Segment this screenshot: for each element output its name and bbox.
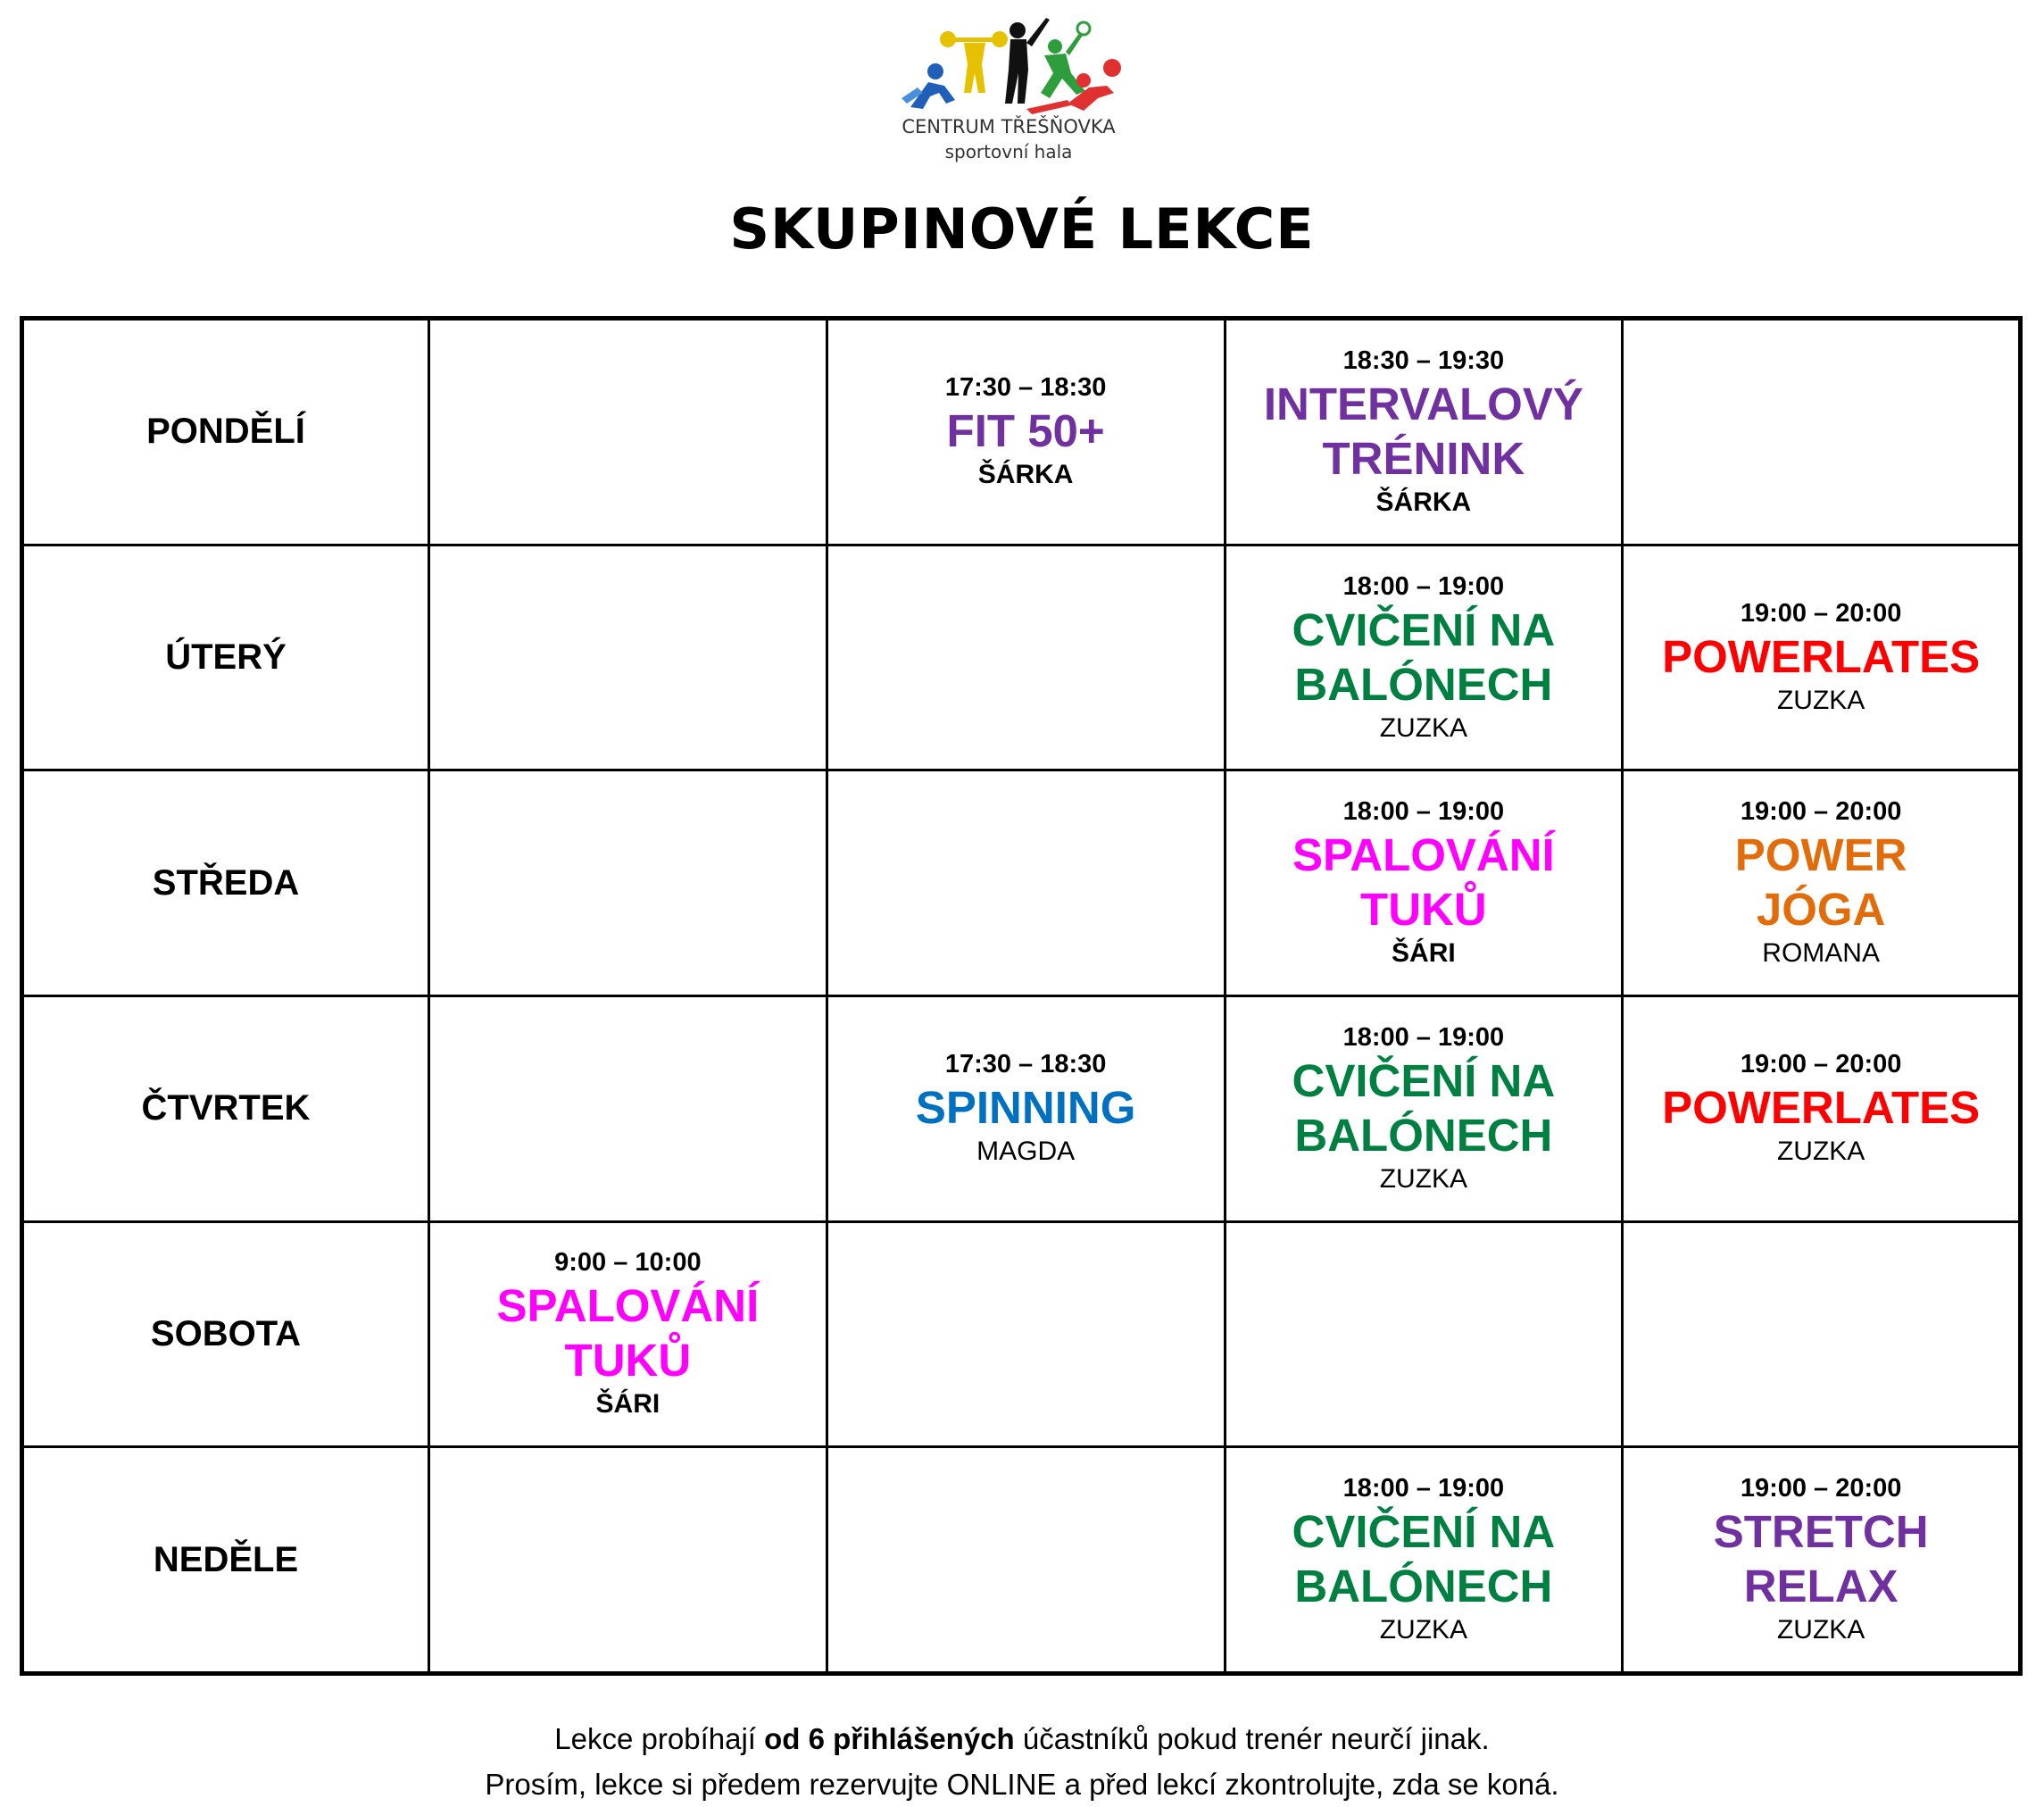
footer-line-1-start: Lekce probíhají xyxy=(554,1722,765,1755)
empty-slot xyxy=(1623,319,2021,545)
lesson-time: 17:30 – 18:30 xyxy=(944,373,1107,403)
lesson-name: CVIČENÍ NA xyxy=(1292,1506,1556,1558)
schedule-row xyxy=(22,1221,2021,1447)
empty-slot xyxy=(429,770,827,996)
empty-slot xyxy=(429,995,827,1221)
lesson-slot xyxy=(1225,995,1623,1221)
lesson-time: 9:00 – 10:00 xyxy=(554,1248,702,1278)
trainer-name: ZUZKA xyxy=(1776,686,1865,716)
schedule-row xyxy=(22,545,2021,770)
lesson-name: POWER xyxy=(1734,829,1907,881)
day-label: PONDĚLÍ xyxy=(22,319,429,545)
lesson-name: BALÓNECH xyxy=(1294,1109,1553,1161)
lesson-time: 18:00 – 19:00 xyxy=(1342,797,1505,827)
footer-line-1-end: účastníků pokud trenér neurčí jinak. xyxy=(1014,1722,1490,1755)
lesson-slot xyxy=(1225,770,1623,996)
lesson-name: CVIČENÍ NA xyxy=(1292,604,1556,655)
empty-slot xyxy=(1225,1221,1623,1447)
lesson-slot xyxy=(827,995,1225,1221)
lesson-name: BALÓNECH xyxy=(1294,658,1553,710)
lesson-name: JÓGA xyxy=(1756,884,1886,936)
logo-name: CENTRUM TŘEŠŇOVKA xyxy=(902,116,1116,137)
lesson-name: TUKŮ xyxy=(564,1335,692,1386)
day-label: SOBOTA xyxy=(22,1221,429,1447)
lesson-name: POWERLATES xyxy=(1662,631,1981,683)
trainer-name: ZUZKA xyxy=(1379,712,1468,743)
lesson-name: SPINNING xyxy=(915,1082,1136,1134)
lesson-name: FIT 50+ xyxy=(946,405,1105,457)
trainer-name: ZUZKA xyxy=(1776,1137,1865,1167)
footer-note xyxy=(0,1716,2044,1807)
lesson-name: CVIČENÍ NA xyxy=(1292,1054,1556,1106)
lesson-time: 18:00 – 19:00 xyxy=(1342,1022,1505,1052)
trainer-name: ŠÁRKA xyxy=(1375,487,1472,517)
lesson-slot xyxy=(1623,995,2021,1221)
lesson-slot xyxy=(429,1221,827,1447)
schedule-body xyxy=(22,319,2021,1674)
day-label: ÚTERÝ xyxy=(22,545,429,770)
day-label: NEDĚLE xyxy=(22,1447,429,1674)
empty-slot xyxy=(429,319,827,545)
lesson-name: RELAX xyxy=(1743,1561,1899,1612)
schedule-table xyxy=(20,316,2023,1676)
empty-slot xyxy=(827,770,1225,996)
lesson-slot xyxy=(1623,1447,2021,1674)
empty-slot xyxy=(429,1447,827,1674)
lesson-slot xyxy=(1225,1447,1623,1674)
trainer-name: ZUZKA xyxy=(1776,1615,1865,1645)
lesson-slot xyxy=(827,319,1225,545)
lesson-time: 18:30 – 19:30 xyxy=(1342,346,1505,375)
trainer-name: ZUZKA xyxy=(1379,1163,1468,1194)
lesson-slot xyxy=(1225,545,1623,770)
lesson-time: 17:30 – 18:30 xyxy=(944,1050,1107,1079)
lesson-name: SPALOVÁNÍ xyxy=(1292,829,1555,881)
trainer-name: ROMANA xyxy=(1762,938,1880,969)
empty-slot xyxy=(827,1447,1225,1674)
lesson-name: STRETCH xyxy=(1713,1506,1929,1558)
lesson-slot xyxy=(1225,319,1623,545)
lesson-time: 19:00 – 20:00 xyxy=(1740,599,1902,629)
logo-subtitle: sportovní hala xyxy=(944,141,1073,162)
trainer-name: ZUZKA xyxy=(1379,1615,1468,1645)
schedule-row xyxy=(22,995,2021,1221)
empty-slot xyxy=(429,545,827,770)
footer-line-2: Prosím, lekce si předem rezervujte ONLINE a před lekcí zkontrolujte, zda se koná. xyxy=(485,1768,1559,1801)
schedule-row xyxy=(22,770,2021,996)
lesson-name: TUKŮ xyxy=(1360,884,1487,936)
day-label: STŘEDA xyxy=(22,770,429,996)
lesson-time: 18:00 – 19:00 xyxy=(1342,571,1505,601)
logo xyxy=(893,11,1125,162)
lesson-time: 19:00 – 20:00 xyxy=(1740,797,1902,827)
empty-slot xyxy=(827,1221,1225,1447)
trainer-name: ŠÁRI xyxy=(595,1389,661,1420)
trainer-name: ŠÁRKA xyxy=(977,460,1074,490)
trainer-name: MAGDA xyxy=(976,1137,1076,1167)
lesson-name: BALÓNECH xyxy=(1294,1561,1553,1612)
schedule-row xyxy=(22,1447,2021,1674)
lesson-slot xyxy=(1623,770,2021,996)
lesson-name: POWERLATES xyxy=(1662,1082,1981,1134)
footer-line-1 xyxy=(0,1716,2044,1761)
footer-line-1-bold: od 6 přihlášených xyxy=(764,1722,1015,1755)
lesson-time: 19:00 – 20:00 xyxy=(1740,1050,1902,1079)
empty-slot xyxy=(827,545,1225,770)
page-title: SKUPINOVÉ LEKCE xyxy=(729,196,1315,262)
lesson-name: SPALOVÁNÍ xyxy=(496,1280,760,1332)
schedule-row xyxy=(22,319,2021,545)
lesson-time: 18:00 – 19:00 xyxy=(1342,1474,1505,1503)
day-label: ČTVRTEK xyxy=(22,995,429,1221)
lesson-slot xyxy=(1623,545,2021,770)
trainer-name: ŠÁRI xyxy=(1392,938,1456,969)
lesson-name: INTERVALOVÝ xyxy=(1263,378,1583,429)
empty-slot xyxy=(1623,1221,2021,1447)
lesson-name: TRÉNINK xyxy=(1322,432,1525,484)
lesson-time: 19:00 – 20:00 xyxy=(1740,1474,1902,1503)
sports-figures-logo-icon xyxy=(893,11,1125,118)
